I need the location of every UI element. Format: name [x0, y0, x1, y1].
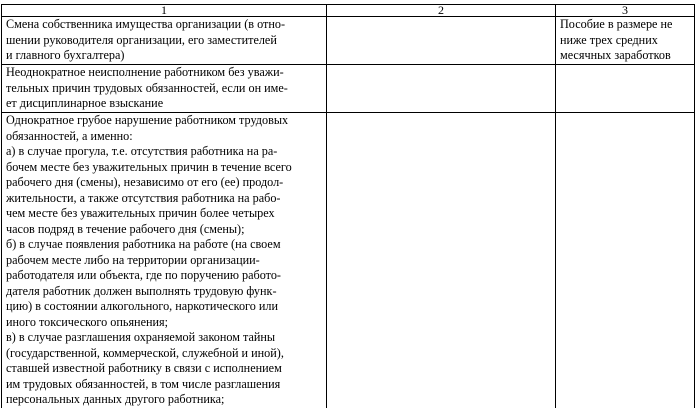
column-header-1: 1: [2, 5, 327, 17]
table-header-row: [2, 5, 695, 17]
table-row: [2, 65, 695, 113]
cell-text: Неоднократное неисполнение работником без уважи- тельных причин трудовых обязанностей, если он име- ет дисциплинарное взыскание: [6, 65, 288, 110]
table-cell-empty: [327, 17, 556, 65]
column-header-2: 2: [327, 5, 556, 17]
table-cell-empty: [556, 65, 695, 113]
table-row: [2, 17, 695, 65]
table-row: [2, 113, 695, 408]
table-cell-ground: [2, 17, 327, 65]
table-cell-empty: [556, 113, 695, 408]
document-table: [1, 4, 695, 408]
cell-text: Однократное грубое нарушение работником трудовых обязанностей, а именно: а) в случае прогула, т.е. отсутствия работника на ра- бочем месте без уважительных причин в течение всего рабочего дня (смены), независимо от его (ее) продол- жительности, а также отсутствия работника на рабо- чем месте без уважительных причин более четырех часов подряд в течение рабочего дня (смены); б) в случае появления работника на работе (на своем рабочем месте либо на территории организации- работодателя или объекта, где по поручению работо- дателя работник должен выполнять трудовую функ- цию) в состоянии алкогольного, наркотического или иного токсического опьянения; в) в случае разглашения охраняемой законом тайны (государственной, коммерческой, служебной и иной), ставшей известной работнику в связи с исполнением им трудовых обязанностей, в том числе разглашения персональных данных другого работника;: [6, 113, 292, 406]
cell-text: Смена собственника имущества организации (в отно- шении руководителя организации, его заместителей и главного бухгалтера): [6, 17, 286, 62]
cell-text: Пособие в размере не ниже трех средних месячных заработков: [560, 17, 673, 62]
table-cell-empty: [327, 65, 556, 113]
table-cell-ground: [2, 113, 327, 408]
column-header-3: 3: [556, 5, 695, 17]
table-cell-compensation: [556, 17, 695, 65]
table-cell-ground: [2, 65, 327, 113]
table-cell-empty: [327, 113, 556, 408]
